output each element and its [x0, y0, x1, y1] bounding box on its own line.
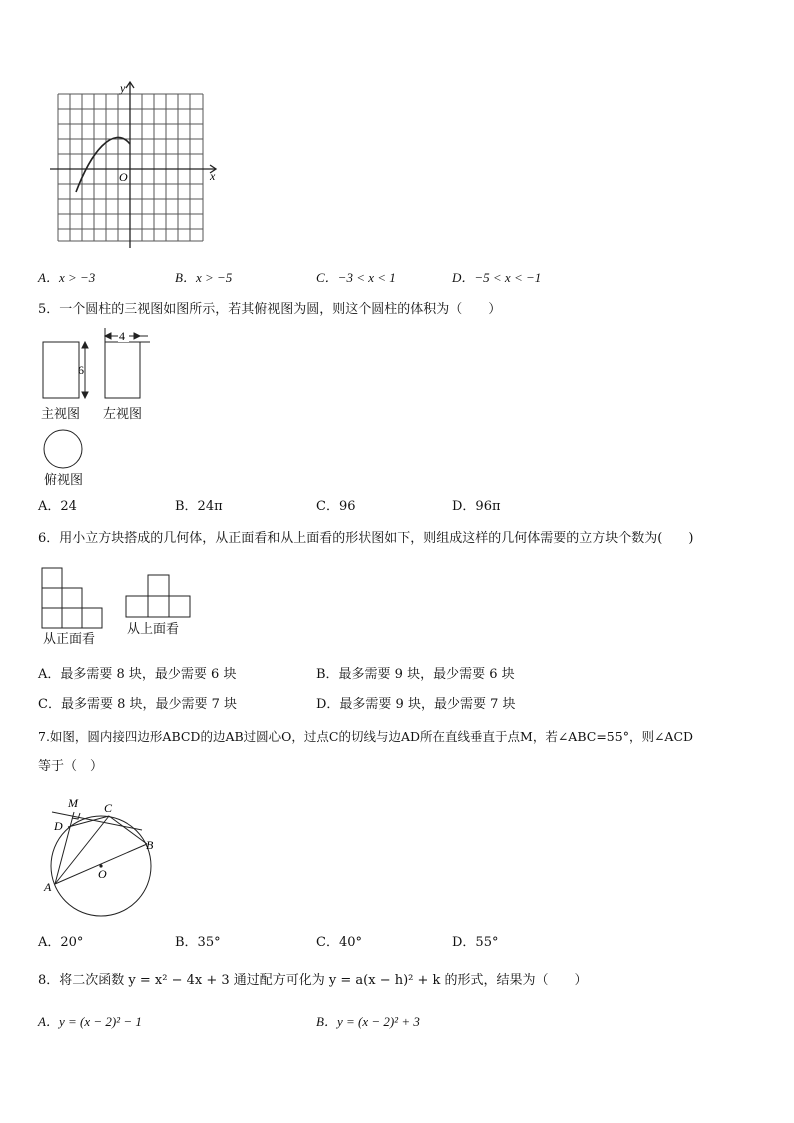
q6-front-view-label: 从正面看: [43, 632, 96, 647]
q6-stem: 6．用小立方块搭成的几何体，从正面看和从上面看的形状图如下，则组成这样的几何体需要的立方块个数为( ): [38, 531, 694, 546]
q8-option-a[interactable]: A．y = (x − 2)² − 1: [38, 1014, 142, 1029]
q5-top-view-label: 俯视图: [44, 473, 84, 488]
q5-top-view-circle: [44, 430, 82, 468]
q5-option-a[interactable]: A．24: [38, 499, 77, 514]
q5-front-view-label: 主视图: [41, 407, 81, 422]
q4-graph: [48, 76, 228, 248]
q7-option-d[interactable]: D．55°: [452, 935, 499, 950]
q7-label-B: B: [146, 838, 154, 852]
q7-option-c[interactable]: C．40°: [316, 935, 362, 950]
q7-tangent-line: [52, 812, 142, 830]
q7-option-b[interactable]: B．35°: [175, 935, 221, 950]
q7-label-A: A: [44, 880, 52, 894]
q7-label-O: O: [98, 867, 107, 881]
q5-three-views: [38, 326, 168, 400]
q4-option-d[interactable]: D．−5 < x < −1: [452, 270, 542, 285]
q5-left-view-label: 左视图: [103, 407, 143, 422]
q4-y-axis-label: y: [120, 81, 126, 95]
q6-option-b[interactable]: B．最多需要 9 块，最少需要 6 块: [316, 667, 515, 682]
q6-front-view: [40, 566, 106, 632]
q7-label-C: C: [104, 801, 113, 815]
q4-option-a[interactable]: A．x > −3: [38, 270, 96, 285]
q7-stem-line1: 7.如图，圆内接四边形ABCD的边AB过圆心O，过点C的切线与边AD所在直线垂直于点M，若∠ABC=55°，则∠ACD: [38, 729, 694, 744]
q6-top-view-label: 从上面看: [127, 622, 180, 637]
q8-option-b[interactable]: B．y = (x − 2)² + 3: [316, 1014, 420, 1029]
q4-origin-label: O: [119, 170, 128, 184]
q6-option-c[interactable]: C．最多需要 8 块，最少需要 7 块: [38, 697, 238, 712]
q5-width-label: 4: [119, 329, 125, 343]
q7-label-M: M: [68, 796, 78, 810]
q5-left-view-rect: [105, 342, 140, 398]
q4-axes: [50, 82, 216, 248]
q4-option-b[interactable]: B．x > −5: [175, 270, 233, 285]
q7-option-a[interactable]: A．20°: [38, 935, 84, 950]
q7-stem-line2: 等于（ ）: [38, 759, 104, 774]
q6-option-d[interactable]: D．最多需要 9 块，最少需要 7 块: [316, 697, 516, 712]
q6-top-view: [124, 573, 194, 619]
q7-circle-diagram: [38, 794, 162, 918]
q6-option-a[interactable]: A．最多需要 8 块，最少需要 6 块: [38, 667, 237, 682]
q7-label-D: D: [54, 819, 63, 833]
q5-option-c[interactable]: C．96: [316, 499, 356, 514]
q5-top-view: [42, 428, 86, 472]
q5-height-label: 6: [78, 363, 84, 377]
q5-stem: 5．一个圆柱的三视图如图所示，若其俯视图为圆，则这个圆柱的体积为（ ）: [38, 302, 502, 317]
q4-x-axis-label: x: [210, 169, 216, 183]
q5-option-d[interactable]: D．96π: [452, 499, 501, 514]
q5-front-view-rect: [43, 342, 79, 398]
q8-stem: 8．将二次函数 y = x² − 4x + 3 通过配方可化为 y = a(x − h)² + k 的形式，结果为（ ）: [38, 973, 588, 988]
q5-option-b[interactable]: B．24π: [175, 499, 223, 514]
q4-option-c[interactable]: C．−3 < x < 1: [316, 270, 396, 285]
